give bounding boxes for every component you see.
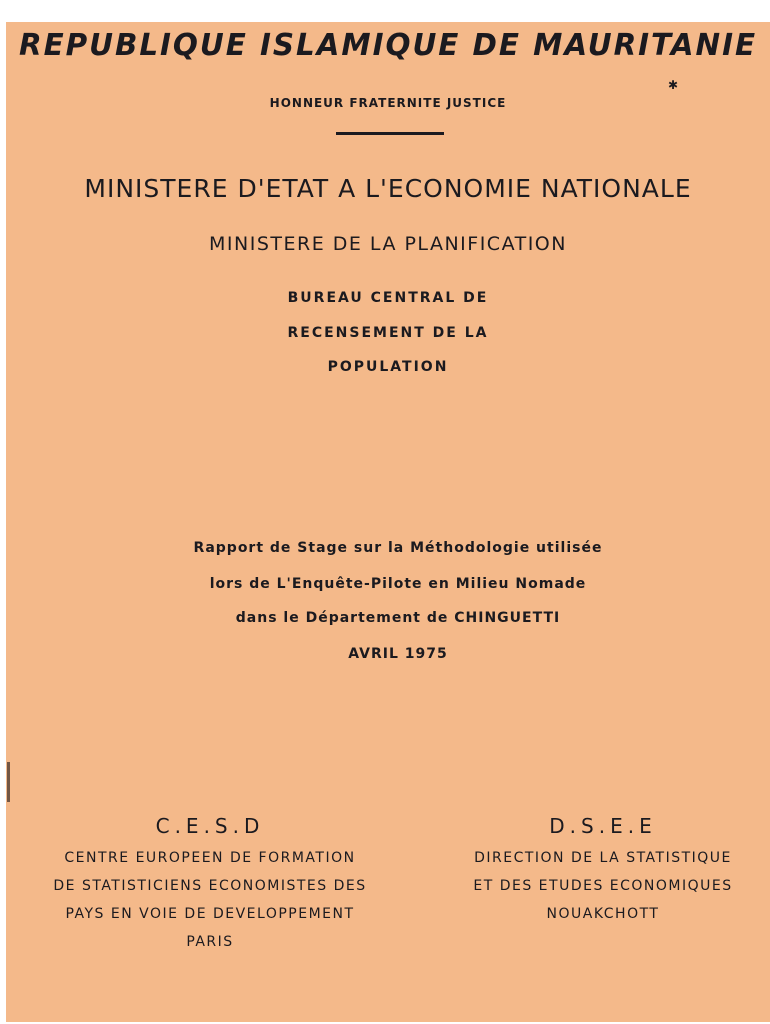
bureau-line: RECENSEMENT DE LA xyxy=(287,325,489,341)
left-org-block xyxy=(6,844,414,956)
right-org-city: NOUAKCHOTT xyxy=(546,906,660,922)
left-org-line: CENTRE EUROPEEN DE FORMATION xyxy=(64,850,356,866)
report-title-line: lors de L'Enquête-Pilote en Milieu Nomade xyxy=(209,576,587,592)
national-motto: HONNEUR FRATERNITE JUSTICE xyxy=(269,96,507,110)
right-org-line: ET DES ETUDES ECONOMIQUES xyxy=(473,878,733,894)
left-org-line: DE STATISTICIENS ECONOMISTES DES xyxy=(53,878,367,894)
bureau-line: POPULATION xyxy=(327,359,449,375)
report-title-line: dans le Département de CHINGUETTI xyxy=(235,610,561,626)
bureau-line: BUREAU CENTRAL DE xyxy=(287,290,489,306)
ministry-title: MINISTERE D'ETAT A L'ECONOMIE NATIONALE xyxy=(84,174,692,203)
country-title: REPUBLIQUE ISLAMIQUE DE MAURITANIE xyxy=(18,28,758,63)
left-org-city: PARIS xyxy=(186,934,234,950)
divider-rule xyxy=(336,132,444,135)
report-date: AVRIL 1975 xyxy=(348,646,448,662)
right-org-line: DIRECTION DE LA STATISTIQUE xyxy=(474,850,732,866)
scan-mark xyxy=(7,762,10,802)
report-title-line: Rapport de Stage sur la Méthodologie utilisée xyxy=(193,540,603,556)
asterisk-mark: ✱ xyxy=(668,78,679,92)
right-org-acronym: D.S.E.E xyxy=(549,814,657,838)
ministry-subtitle: MINISTERE DE LA PLANIFICATION xyxy=(209,233,567,255)
right-org-block xyxy=(436,844,770,928)
document-page xyxy=(6,22,770,1022)
left-org-acronym: C.E.S.D xyxy=(155,814,265,838)
left-org-line: PAYS EN VOIE DE DEVELOPPEMENT xyxy=(65,906,355,922)
